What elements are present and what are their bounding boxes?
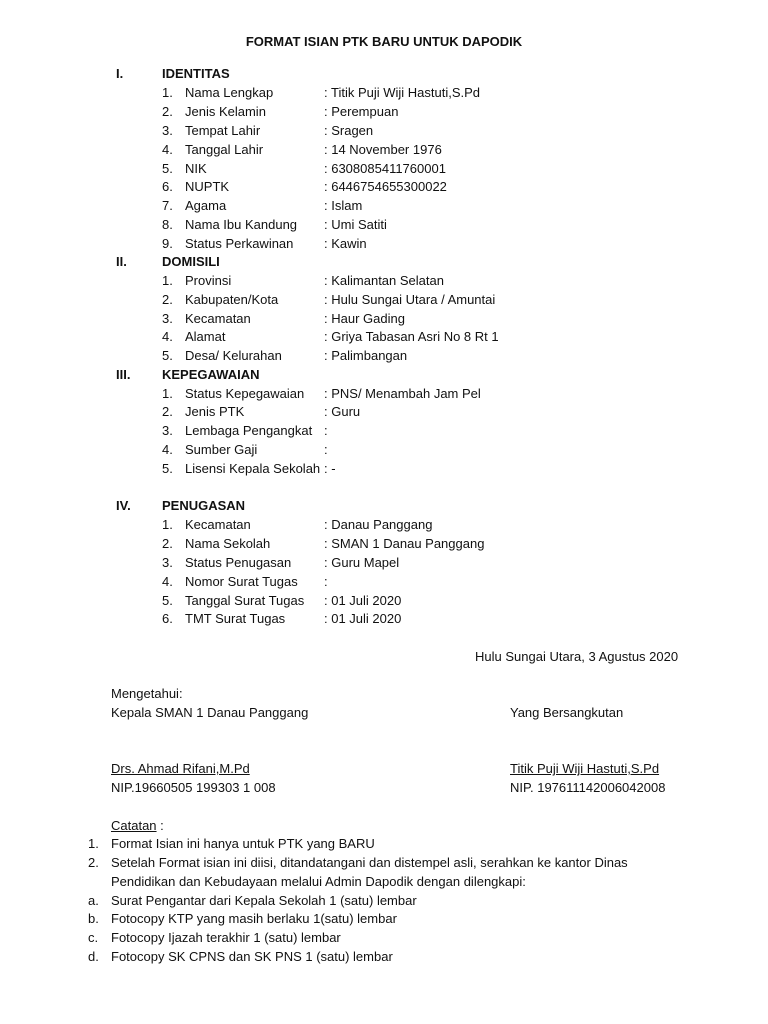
field-value: : Umi Satiti [324,217,387,232]
note-marker: 2. [88,855,99,870]
section-title: PENUGASAN [162,498,246,513]
field-label: NIK [185,161,207,176]
note-marker: c. [88,930,99,945]
field-label: Lisensi Kepala Sekolah [185,461,321,476]
field-label: NUPTK [185,179,230,194]
section-number: III. [116,367,131,382]
field-label: Tanggal Lahir [185,142,264,157]
item-number: 5. [162,593,173,608]
note-text: Fotocopy SK CPNS dan SK PNS 1 (satu) lembar [111,949,393,964]
field-label: Status Perkawinan [185,236,294,251]
field-label: Jenis PTK [185,404,245,419]
field-value: : Palimbangan [324,348,408,363]
right-signer-name: Titik Puji Wiji Hastuti,S.Pd [510,761,660,776]
section-title: IDENTITAS [162,66,230,81]
note-text: Fotocopy Ijazah terakhir 1 (satu) lembar [111,930,341,945]
field-value: : Islam [324,198,363,213]
field-label: Desa/ Kelurahan [185,348,282,363]
field-label: Lembaga Pengangkat [185,423,313,438]
section-title: KEPEGAWAIAN [162,367,260,382]
field-label: Agama [185,198,227,213]
field-value: : PNS/ Menambah Jam Pel [324,386,481,401]
item-number: 8. [162,217,173,232]
field-label: Nomor Surat Tugas [185,574,298,589]
notes-heading-colon: : [156,818,164,833]
section-number: IV. [116,498,131,513]
note-text: Surat Pengantar dari Kepala Sekolah 1 (satu) lembar [111,893,417,908]
place-date: Hulu Sungai Utara, 3 Agustus 2020 [475,649,679,664]
field-label: Tanggal Surat Tugas [185,593,305,608]
item-number: 6. [162,179,173,194]
field-value: : [324,574,328,589]
item-number: 1. [162,517,173,532]
document-title: FORMAT ISIAN PTK BARU UNTUK DAPODIK [245,34,523,49]
item-number: 1. [162,273,173,288]
section-number: II. [116,254,127,269]
notes-heading [111,818,164,833]
item-number: 3. [162,423,173,438]
note-marker: 1. [88,836,99,851]
field-label: Jenis Kelamin [185,104,266,119]
item-number: 4. [162,442,173,457]
item-number: 3. [162,311,173,326]
item-number: 3. [162,555,173,570]
field-label: Status Penugasan [185,555,292,570]
right-signer-nip: NIP. 197611142006042008 [510,780,666,795]
notes-heading-text: Catatan [111,818,157,833]
field-value: : Sragen [324,123,374,138]
field-label: Kecamatan [185,517,251,532]
field-value: : 6446754655300022 [324,179,447,194]
note-text: Format Isian ini hanya untuk PTK yang BARU [111,836,375,851]
item-number: 4. [162,329,173,344]
left-signer-nip: NIP.19660505 199303 1 008 [111,780,276,795]
field-value: : [324,442,328,457]
item-number: 5. [162,461,173,476]
note-text: Fotocopy KTP yang masih berlaku 1(satu) lembar [111,911,397,926]
field-value: : Guru [324,404,361,419]
note-marker: d. [88,949,99,964]
item-number: 2. [162,292,173,307]
field-value: : Perempuan [324,104,399,119]
field-value: : 6308085411760001 [324,161,446,176]
field-label: Status Kepegawaian [185,386,305,401]
field-label: Nama Ibu Kandung [185,217,298,232]
note-marker: a. [88,893,99,908]
field-value: : Hulu Sungai Utara / Amuntai [324,292,496,307]
note-marker: b. [88,911,99,926]
field-value: : Kawin [324,236,367,251]
field-label: Kabupaten/Kota [185,292,279,307]
field-value: : Kalimantan Selatan [324,273,444,288]
field-value: : Griya Tabasan Asri No 8 Rt 1 [324,329,499,344]
item-number: 5. [162,348,173,363]
mengetahui-label: Mengetahui: [111,686,183,701]
item-number: 4. [162,142,173,157]
item-number: 3. [162,123,173,138]
field-label: Kecamatan [185,311,251,326]
field-label: Provinsi [185,273,232,288]
item-number: 5. [162,161,173,176]
note-text: Setelah Format isian ini diisi, ditandatangani dan distempel asli, serahkan ke kantor Dinas [111,855,628,870]
left-signer-role: Kepala SMAN 1 Danau Panggang [111,705,309,720]
item-number: 4. [162,574,173,589]
item-number: 7. [162,198,173,213]
field-label: TMT Surat Tugas [185,611,286,626]
field-value: : Guru Mapel [324,555,400,570]
field-value: : Titik Puji Wiji Hastuti,S.Pd [324,85,481,100]
field-label: Nama Lengkap [185,85,274,100]
item-number: 6. [162,611,173,626]
section-title: DOMISILI [162,254,220,269]
field-label: Nama Sekolah [185,536,271,551]
item-number: 2. [162,104,173,119]
item-number: 1. [162,85,173,100]
section-number: I. [116,66,124,81]
field-value: : 01 Juli 2020 [324,593,402,608]
field-value: : Haur Gading [324,311,405,326]
item-number: 1. [162,386,173,401]
field-value: : 01 Juli 2020 [324,611,402,626]
field-label: Tempat Lahir [185,123,261,138]
field-value: : 14 November 1976 [324,142,442,157]
field-value: : Danau Panggang [324,517,433,532]
field-value: : SMAN 1 Danau Panggang [324,536,485,551]
note-text: Pendidikan dan Kebudayaan melalui Admin Dapodik dengan dilengkapi: [111,874,526,889]
field-value: : [324,423,328,438]
item-number: 9. [162,236,173,251]
right-signer-role: Yang Bersangkutan [510,705,624,720]
left-signer-name: Drs. Ahmad Rifani,M.Pd [111,761,250,776]
item-number: 2. [162,404,173,419]
field-label: Alamat [185,329,226,344]
item-number: 2. [162,536,173,551]
field-value: : - [324,461,336,476]
field-label: Sumber Gaji [185,442,258,457]
